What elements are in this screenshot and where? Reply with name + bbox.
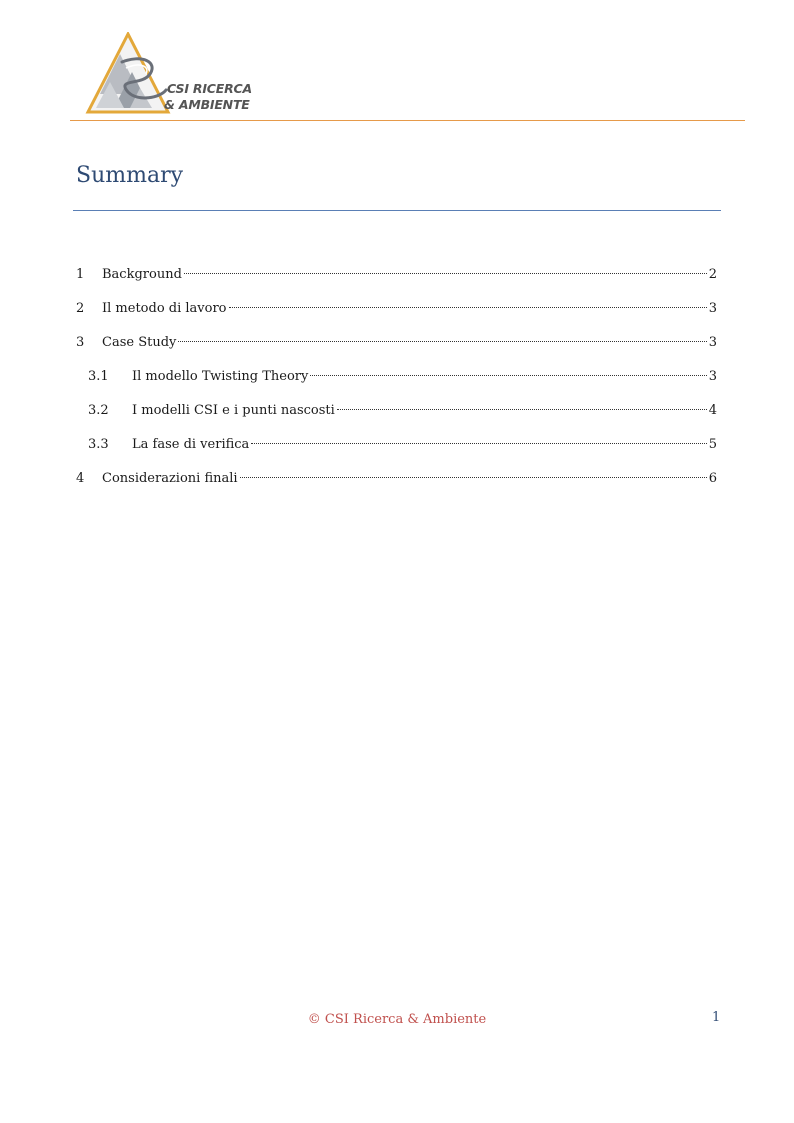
- toc-entry-label: Background: [102, 267, 182, 282]
- toc-entry-page: 6: [708, 471, 717, 486]
- toc-entry-page: 4: [708, 403, 717, 418]
- toc-leader: [240, 477, 707, 478]
- toc-entry[interactable]: [76, 466, 717, 500]
- toc-subentry[interactable]: [76, 432, 717, 466]
- toc-entry-number: 2: [76, 301, 85, 316]
- toc-entry-page: 5: [708, 437, 717, 452]
- toc-subentry[interactable]: [76, 364, 717, 398]
- toc-leader: [178, 341, 706, 342]
- toc-entry-number: 3.3: [88, 437, 109, 452]
- toc-entry-page: 3: [708, 301, 717, 316]
- toc-entry-label: I modelli CSI e i punti nascosti: [132, 403, 335, 418]
- toc-entry-label: Il metodo di lavoro: [102, 301, 227, 316]
- footer-copyright: © CSI Ricerca & Ambiente: [307, 1012, 487, 1027]
- toc-entry-page: 2: [708, 267, 717, 282]
- toc-entry-label: Il modello Twisting Theory: [132, 369, 309, 384]
- header-divider: [70, 120, 745, 121]
- table-of-contents: [76, 262, 717, 500]
- toc-leader: [337, 409, 707, 410]
- toc-entry-page: 3: [708, 335, 717, 350]
- company-logo: [80, 32, 270, 116]
- toc-leader: [229, 307, 707, 308]
- title-divider: [73, 210, 721, 211]
- toc-entry-label: Considerazioni finali: [102, 471, 238, 486]
- toc-entry-number: 4: [76, 471, 85, 486]
- toc-entry[interactable]: [76, 296, 717, 330]
- toc-leader: [251, 443, 706, 444]
- page-number: 1: [712, 1010, 721, 1025]
- logo-text-line1: CSI RICERCA: [167, 81, 252, 96]
- toc-entry[interactable]: [76, 262, 717, 296]
- toc-entry-number: 3: [76, 335, 85, 350]
- toc-entry-label: Case Study: [102, 335, 177, 350]
- logo-text-line2: & AMBIENTE: [164, 97, 250, 112]
- page-title: Summary: [76, 163, 184, 188]
- toc-entry-label: La fase di verifica: [132, 437, 250, 452]
- toc-entry[interactable]: [76, 330, 717, 364]
- toc-entry-number: 3.1: [88, 369, 109, 384]
- toc-leader: [184, 273, 707, 274]
- toc-entry-page: 3: [708, 369, 717, 384]
- toc-leader: [310, 375, 706, 376]
- toc-subentry[interactable]: [76, 398, 717, 432]
- toc-entry-number: 1: [76, 267, 85, 282]
- toc-entry-number: 3.2: [88, 403, 109, 418]
